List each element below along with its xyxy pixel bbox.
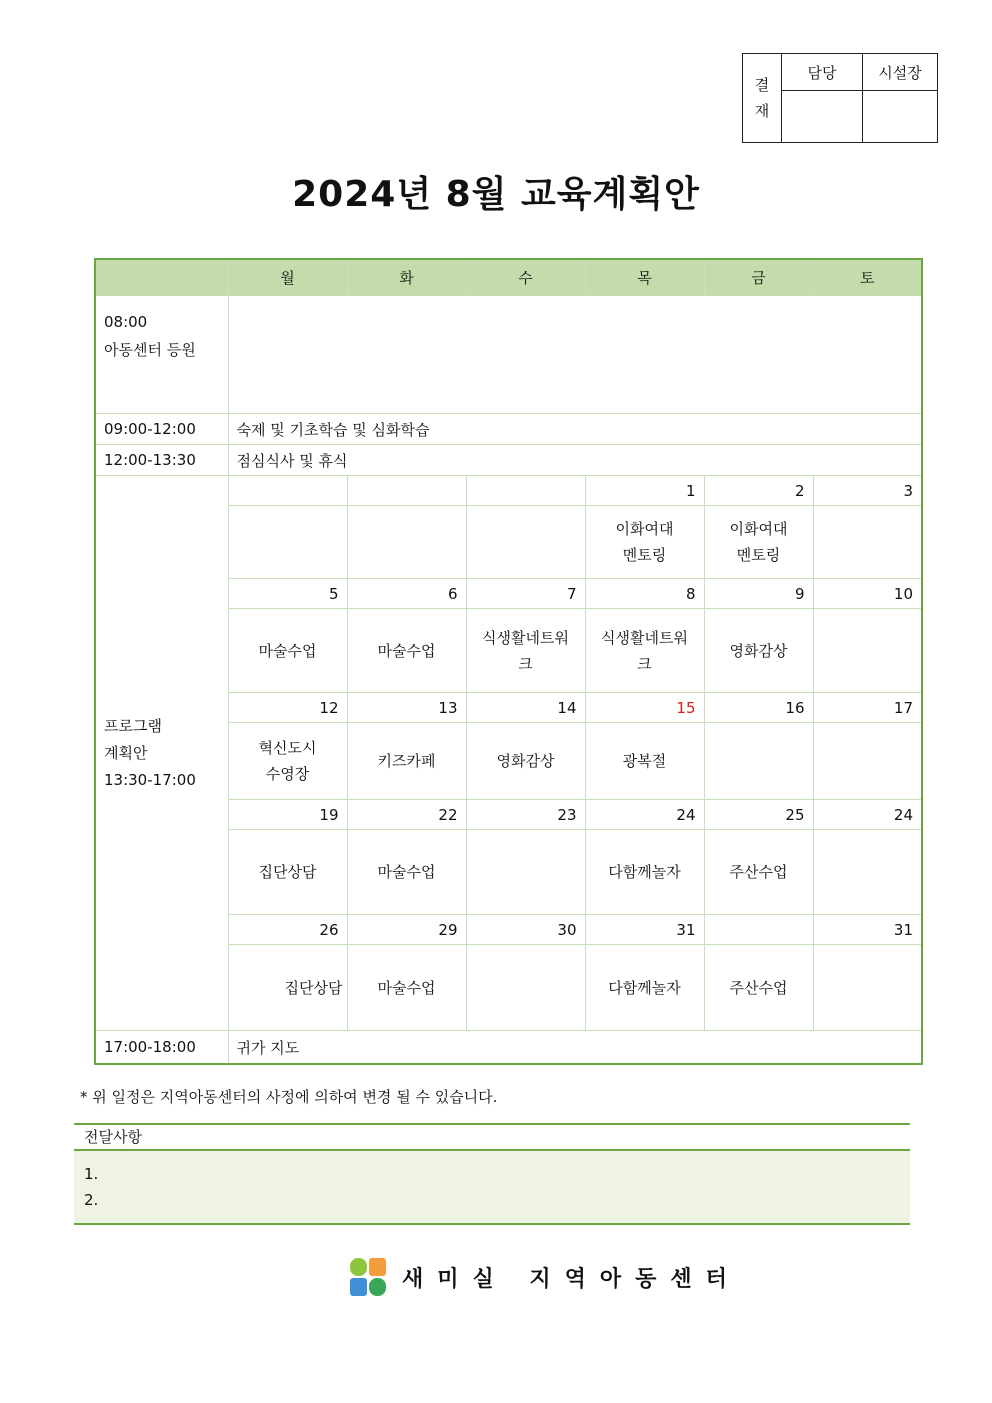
date-cell: 1 xyxy=(585,476,704,506)
arrival-time: 08:00 xyxy=(104,313,148,331)
activity-cell xyxy=(813,609,922,693)
arrival-content xyxy=(228,296,922,414)
lunch-row xyxy=(95,445,922,476)
lunch-text: 점심식사 및 휴식 xyxy=(228,445,922,476)
holiday-date-cell: 15 xyxy=(585,693,704,723)
day-header-corner xyxy=(95,259,228,296)
date-cell: 10 xyxy=(813,579,922,609)
day-header-tue: 화 xyxy=(347,259,466,296)
schedule-change-note: * 위 일정은 지역아동센터의 사정에 의하여 변경 될 수 있습니다. xyxy=(80,1088,498,1106)
home-text: 귀가 지도 xyxy=(228,1031,922,1065)
date-cell: 5 xyxy=(228,579,347,609)
activity-cell: 혁신도시 수영장 xyxy=(228,723,347,800)
page-title: 2024년 8월 교육계획안 xyxy=(292,174,700,215)
activity-cell: 이화여대 멘토링 xyxy=(585,506,704,579)
day-header-fri: 금 xyxy=(704,259,813,296)
logo-leaf-blue xyxy=(350,1278,367,1296)
activity-cell: 마술수업 xyxy=(228,609,347,693)
date-cell: 31 xyxy=(585,915,704,945)
logo-leaf-orange xyxy=(369,1258,386,1276)
approval-box xyxy=(742,53,938,143)
date-cell: 22 xyxy=(347,800,466,830)
date-cell xyxy=(704,915,813,945)
date-cell: 26 xyxy=(228,915,347,945)
activity-cell xyxy=(813,830,922,915)
notice-item-1: 1. xyxy=(84,1165,99,1183)
notice-item-2: 2. xyxy=(84,1191,99,1209)
day-header-thu: 목 xyxy=(585,259,704,296)
date-cell xyxy=(228,476,347,506)
date-cell: 2 xyxy=(704,476,813,506)
day-header-row xyxy=(95,259,922,296)
activity-cell xyxy=(466,945,585,1031)
activity-cell: 마술수업 xyxy=(347,830,466,915)
program-time: 13:30-17:00 xyxy=(104,770,196,789)
activity-cell: 마술수업 xyxy=(347,945,466,1031)
date-cell: 7 xyxy=(466,579,585,609)
activity-cell: 영화감상 xyxy=(466,723,585,800)
home-time: 17:00-18:00 xyxy=(95,1031,228,1065)
approval-label xyxy=(743,54,782,143)
activity-cell xyxy=(704,723,813,800)
approval-label-top: 결 xyxy=(754,76,770,94)
activity-cell xyxy=(813,506,922,579)
arrival-row xyxy=(95,296,922,414)
date-cell: 8 xyxy=(585,579,704,609)
activity-cell: 식생활네트워 크 xyxy=(585,609,704,693)
activity-cell: 집단상담 xyxy=(228,945,347,1031)
notice-title: 전달사항 xyxy=(74,1123,910,1151)
arrival-label: 아동센터 등원 xyxy=(104,341,196,359)
arrival-time-cell xyxy=(95,296,228,414)
week-1-date-row xyxy=(95,476,922,506)
activity-cell: 영화감상 xyxy=(704,609,813,693)
approval-sign-manager xyxy=(782,91,863,143)
date-cell: 23 xyxy=(466,800,585,830)
day-header-sat: 토 xyxy=(813,259,922,296)
activity-cell xyxy=(347,506,466,579)
program-label-1: 프로그램 xyxy=(104,716,162,735)
center-footer xyxy=(348,1255,741,1299)
date-cell: 24 xyxy=(585,800,704,830)
logo-leaf-darkgreen xyxy=(369,1278,386,1296)
study-text: 숙제 및 기초학습 및 심화학습 xyxy=(228,414,922,445)
notice-body xyxy=(74,1151,910,1225)
date-cell: 19 xyxy=(228,800,347,830)
activity-cell xyxy=(228,506,347,579)
activity-cell xyxy=(466,830,585,915)
approval-label-bottom: 재 xyxy=(754,102,770,120)
program-label-2: 계획안 xyxy=(104,743,148,762)
activity-cell: 마술수업 xyxy=(347,609,466,693)
date-cell: 29 xyxy=(347,915,466,945)
date-cell: 14 xyxy=(466,693,585,723)
date-cell: 24 xyxy=(813,800,922,830)
activity-cell: 주산수업 xyxy=(704,945,813,1031)
study-row xyxy=(95,414,922,445)
center-name: 새미실 지역아동센터 xyxy=(402,1266,741,1292)
day-header-wed: 수 xyxy=(466,259,585,296)
activity-cell: 식생활네트워 크 xyxy=(466,609,585,693)
plan-table xyxy=(94,258,923,1065)
approval-col-manager: 담당 xyxy=(782,54,863,91)
approval-sign-director xyxy=(863,91,938,143)
date-cell: 6 xyxy=(347,579,466,609)
date-cell xyxy=(466,476,585,506)
date-cell: 16 xyxy=(704,693,813,723)
date-cell: 30 xyxy=(466,915,585,945)
logo-leaf-green xyxy=(350,1258,367,1276)
date-cell: 3 xyxy=(813,476,922,506)
date-cell: 12 xyxy=(228,693,347,723)
approval-col-director: 시설장 xyxy=(863,54,938,91)
activity-cell: 키즈카페 xyxy=(347,723,466,800)
notice-box xyxy=(74,1123,910,1225)
home-row xyxy=(95,1031,922,1065)
activity-cell: 집단상담 xyxy=(228,830,347,915)
date-cell xyxy=(347,476,466,506)
activity-cell: 광복절 xyxy=(585,723,704,800)
activity-cell: 이화여대 멘토링 xyxy=(704,506,813,579)
date-cell: 31 xyxy=(813,915,922,945)
program-label-cell xyxy=(95,476,228,1031)
activity-cell xyxy=(466,506,585,579)
date-cell: 13 xyxy=(347,693,466,723)
day-header-mon: 월 xyxy=(228,259,347,296)
activity-cell: 다함께놀자 xyxy=(585,830,704,915)
study-time: 09:00-12:00 xyxy=(95,414,228,445)
date-cell: 17 xyxy=(813,693,922,723)
activity-cell: 주산수업 xyxy=(704,830,813,915)
lunch-time: 12:00-13:30 xyxy=(95,445,228,476)
activity-cell: 다함께놀자 xyxy=(585,945,704,1031)
activity-cell xyxy=(813,945,922,1031)
center-logo-icon xyxy=(348,1256,388,1298)
date-cell: 9 xyxy=(704,579,813,609)
activity-cell xyxy=(813,723,922,800)
date-cell: 25 xyxy=(704,800,813,830)
